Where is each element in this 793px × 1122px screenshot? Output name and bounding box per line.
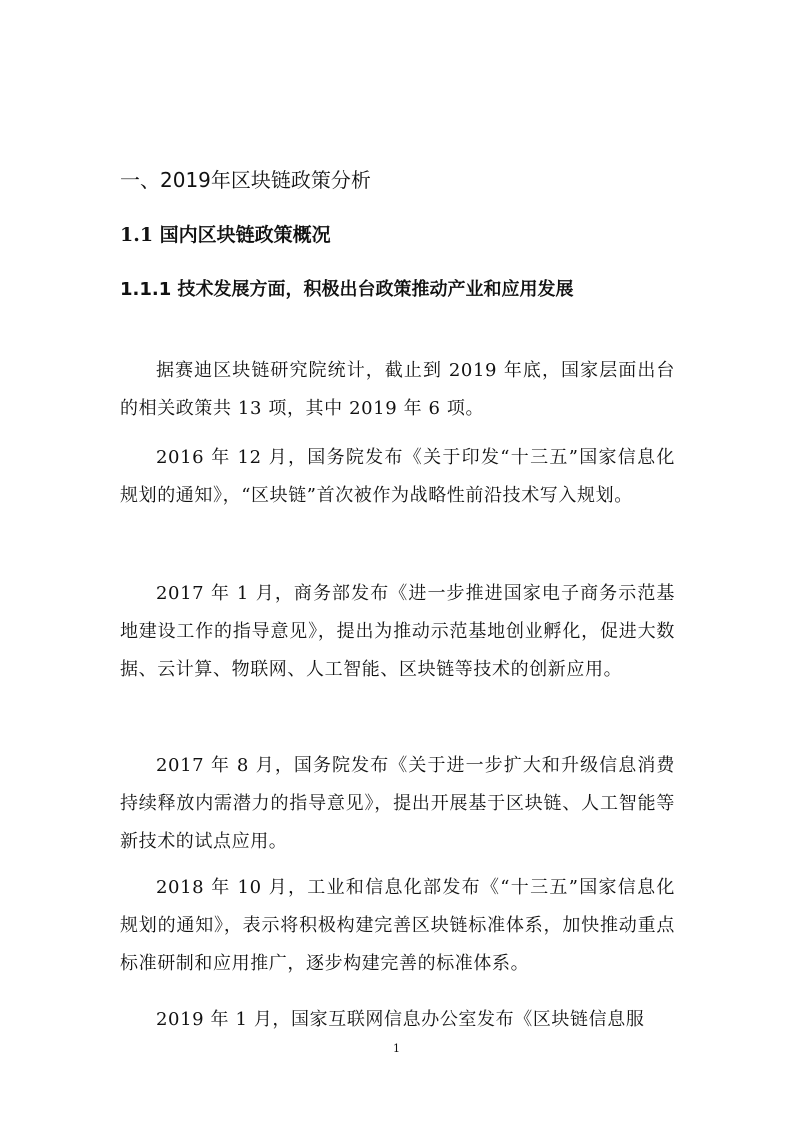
paragraph-2019-jan: 2019 年 1 月，国家互联网信息办公室发布《区块链信息服 [156, 1009, 645, 1030]
paragraph-2018-oct: 2018 年 10 月，工业和信息化部发布《“十三五”国家信息化规划的通知》，表示将积极构建完善区块链标准体系，加快推动重点标准研制和应用推广，逐步构建完善的标准体系。 [120, 877, 675, 974]
paragraph-2017-aug: 2017 年 8 月，国务院发布《关于进一步扩大和升级信息消费持续释放内需潜力的指导意见》，提出开展基于区块链、人工智能等新技术的试点应用。 [120, 755, 675, 852]
page-number: 1 [393, 1042, 400, 1055]
paragraph-statistics: 据赛迪区块链研究院统计，截止到 2019 年底，国家层面出台的相关政策共 13 项，其中 2019 年 6 项。 [120, 360, 675, 419]
subsection-heading: 1.1 国内区块链政策概况 [120, 224, 331, 246]
paragraph-2016: 2016 年 12 月，国务院发布《关于印发“十三五”国家信息化规划的通知》，“区块链”首次被作为战略性前沿技术写入规划。 [120, 447, 675, 506]
subsubsection-heading: 1.1.1 技术发展方面，积极出台政策推动产业和应用发展 [120, 279, 574, 300]
paragraph-2017-jan: 2017 年 1 月，商务部发布《进一步推进国家电子商务示范基地建设工作的指导意见》，提出为推动示范基地创业孵化，促进大数据、云计算、物联网、人工智能、区块链等技术的创新应用。 [120, 583, 675, 680]
section-heading: 一、2019年区块链政策分析 [120, 168, 371, 192]
